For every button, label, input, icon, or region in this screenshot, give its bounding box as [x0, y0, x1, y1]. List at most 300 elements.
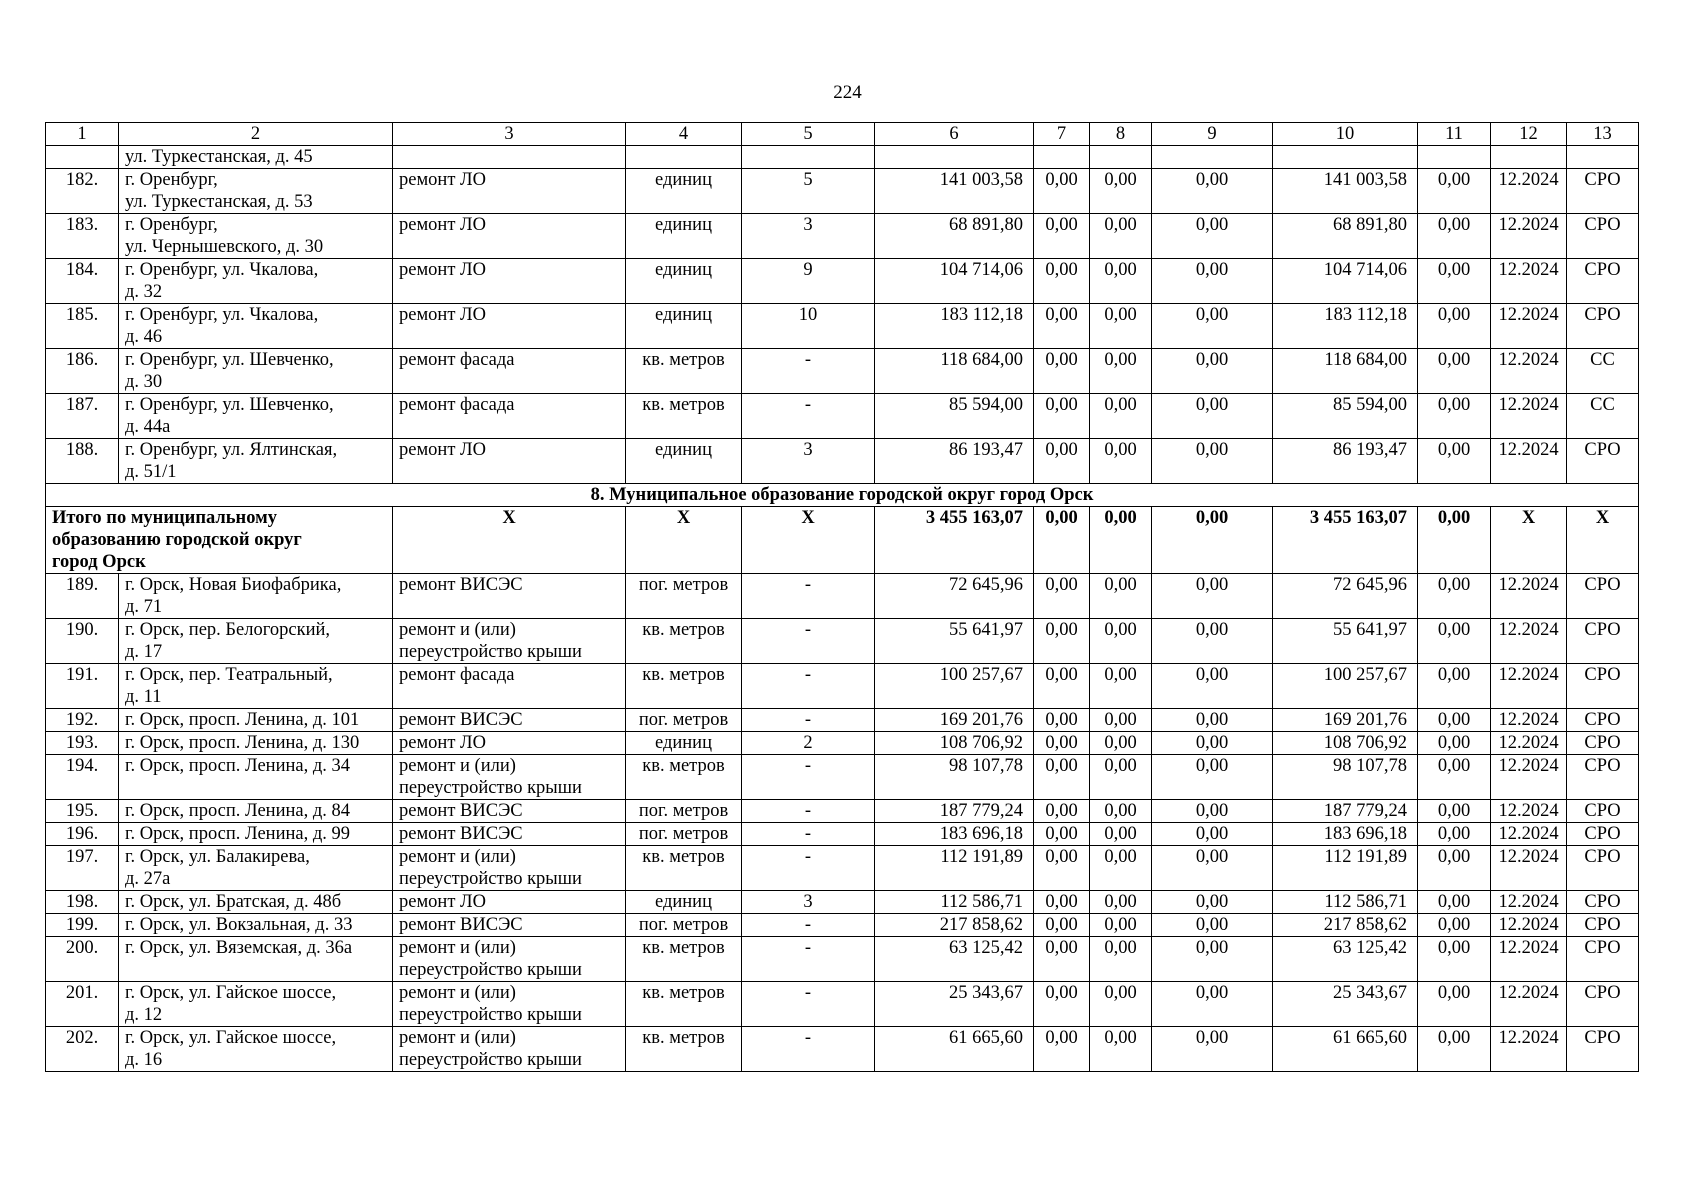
total-cost: 3 455 163,07 — [875, 507, 1034, 574]
col-7: 0,00 — [1034, 755, 1090, 800]
unit: единиц — [626, 891, 742, 914]
col-7: 0,00 — [1034, 619, 1090, 664]
col-7: 0,00 — [1034, 574, 1090, 619]
work-type: ремонт ЛО — [393, 439, 626, 484]
table-row — [46, 823, 1639, 846]
col-7: 0,00 — [1034, 1027, 1090, 1072]
col-11: 0,00 — [1418, 169, 1491, 214]
work-type: ремонт и (или) переустройство крыши — [393, 755, 626, 800]
row-number: 193. — [46, 732, 119, 755]
col-8: 0,00 — [1090, 823, 1152, 846]
col-11: 0,00 — [1418, 800, 1491, 823]
col-11: 0,00 — [1418, 304, 1491, 349]
col-9: 0,00 — [1152, 1027, 1273, 1072]
total-cost: 183 696,18 — [875, 823, 1034, 846]
col-10: 85 594,00 — [1273, 394, 1418, 439]
address: г. Оренбург, ул. Ялтинская, д. 51/1 — [119, 439, 393, 484]
total-cost: 68 891,80 — [875, 214, 1034, 259]
address: г. Орск, пер. Белогорский, д. 17 — [119, 619, 393, 664]
fund-method: СРО — [1567, 304, 1639, 349]
address: г. Орск, ул. Гайское шоссе, д. 16 — [119, 1027, 393, 1072]
col-7: 0,00 — [1034, 982, 1090, 1027]
total-col-7: 0,00 — [1034, 507, 1090, 574]
col-10: 98 107,78 — [1273, 755, 1418, 800]
col-7: 0,00 — [1034, 394, 1090, 439]
fund-method: СРО — [1567, 439, 1639, 484]
row-number: 184. — [46, 259, 119, 304]
col-11: 0,00 — [1418, 214, 1491, 259]
total-col-9: 0,00 — [1152, 507, 1273, 574]
total-col-12: Х — [1491, 507, 1567, 574]
unit: единиц — [626, 439, 742, 484]
total-cost: 72 645,96 — [875, 574, 1034, 619]
column-header-4: 4 — [626, 123, 742, 146]
unit: кв. метров — [626, 349, 742, 394]
col-8: 0,00 — [1090, 732, 1152, 755]
table-row — [46, 755, 1639, 800]
quantity: 3 — [742, 891, 875, 914]
work-type: ремонт и (или) переустройство крыши — [393, 846, 626, 891]
fund-method: СРО — [1567, 214, 1639, 259]
table-row — [46, 619, 1639, 664]
column-number-header — [46, 123, 1639, 146]
col-8: 0,00 — [1090, 169, 1152, 214]
quantity: 3 — [742, 439, 875, 484]
unit: единиц — [626, 732, 742, 755]
col-10: 183 696,18 — [1273, 823, 1418, 846]
completion-date: 12.2024 — [1491, 846, 1567, 891]
row-number: 188. — [46, 439, 119, 484]
col-10: 183 112,18 — [1273, 304, 1418, 349]
row-number: 202. — [46, 1027, 119, 1072]
col-10: 61 665,60 — [1273, 1027, 1418, 1072]
col-8: 0,00 — [1090, 394, 1152, 439]
col-10: 108 706,92 — [1273, 732, 1418, 755]
column-header-9: 9 — [1152, 123, 1273, 146]
col-11: 0,00 — [1418, 937, 1491, 982]
completion-date: 12.2024 — [1491, 982, 1567, 1027]
col-8: 0,00 — [1090, 755, 1152, 800]
completion-date: 12.2024 — [1491, 214, 1567, 259]
fund-method: СРО — [1567, 891, 1639, 914]
col-10: 104 714,06 — [1273, 259, 1418, 304]
col-8: 0,00 — [1090, 304, 1152, 349]
col-11: 0,00 — [1418, 823, 1491, 846]
work-type: ремонт ЛО — [393, 732, 626, 755]
col-9: 0,00 — [1152, 891, 1273, 914]
address: г. Орск, ул. Вяземская, д. 36а — [119, 937, 393, 982]
table-row — [46, 1027, 1639, 1072]
work-type: ремонт фасада — [393, 394, 626, 439]
column-header-12: 12 — [1491, 123, 1567, 146]
work-type: ремонт фасада — [393, 349, 626, 394]
quantity: - — [742, 709, 875, 732]
table-row — [46, 664, 1639, 709]
col-10: 141 003,58 — [1273, 169, 1418, 214]
col-9: 0,00 — [1152, 574, 1273, 619]
work-type: ремонт и (или) переустройство крыши — [393, 937, 626, 982]
column-header-13: 13 — [1567, 123, 1639, 146]
address: г. Орск, Новая Биофабрика, д. 71 — [119, 574, 393, 619]
col-8: 0,00 — [1090, 259, 1152, 304]
work-type: ремонт и (или) переустройство крыши — [393, 619, 626, 664]
col-10: 112 586,71 — [1273, 891, 1418, 914]
col-11: 0,00 — [1418, 891, 1491, 914]
fund-method: СРО — [1567, 709, 1639, 732]
table-row — [46, 439, 1639, 484]
col-7: 0,00 — [1034, 169, 1090, 214]
total-cost: 25 343,67 — [875, 982, 1034, 1027]
work-type: ремонт фасада — [393, 664, 626, 709]
col-10: 187 779,24 — [1273, 800, 1418, 823]
work-type: ремонт ВИСЭС — [393, 914, 626, 937]
total-cost: 187 779,24 — [875, 800, 1034, 823]
col-7: 0,00 — [1034, 823, 1090, 846]
continuation-row — [46, 146, 1639, 169]
quantity: 9 — [742, 259, 875, 304]
unit: кв. метров — [626, 846, 742, 891]
col-8: 0,00 — [1090, 891, 1152, 914]
continuation-address: ул. Туркестанская, д. 45 — [119, 146, 393, 169]
completion-date: 12.2024 — [1491, 394, 1567, 439]
col-10: 55 641,97 — [1273, 619, 1418, 664]
fund-method: СРО — [1567, 846, 1639, 891]
address: г. Оренбург, ул. Шевченко, д. 44а — [119, 394, 393, 439]
col-8: 0,00 — [1090, 982, 1152, 1027]
col-9: 0,00 — [1152, 709, 1273, 732]
fund-method: СРО — [1567, 664, 1639, 709]
total-row — [46, 507, 1639, 574]
section-row — [46, 484, 1639, 507]
fund-method: СС — [1567, 349, 1639, 394]
column-header-8: 8 — [1090, 123, 1152, 146]
row-number: 195. — [46, 800, 119, 823]
col-7: 0,00 — [1034, 709, 1090, 732]
total-col-10: 3 455 163,07 — [1273, 507, 1418, 574]
total-cost: 61 665,60 — [875, 1027, 1034, 1072]
address: г. Орск, просп. Ленина, д. 84 — [119, 800, 393, 823]
quantity: - — [742, 823, 875, 846]
fund-method: СРО — [1567, 823, 1639, 846]
col-10: 112 191,89 — [1273, 846, 1418, 891]
completion-date: 12.2024 — [1491, 664, 1567, 709]
address: г. Орск, пер. Театральный, д. 11 — [119, 664, 393, 709]
unit: кв. метров — [626, 1027, 742, 1072]
col-7: 0,00 — [1034, 349, 1090, 394]
total-col-8: 0,00 — [1090, 507, 1152, 574]
fund-method: СРО — [1567, 982, 1639, 1027]
col-7: 0,00 — [1034, 846, 1090, 891]
total-cost: 86 193,47 — [875, 439, 1034, 484]
total-cost: 183 112,18 — [875, 304, 1034, 349]
table-row — [46, 259, 1639, 304]
table-row — [46, 349, 1639, 394]
quantity: 3 — [742, 214, 875, 259]
col-11: 0,00 — [1418, 709, 1491, 732]
unit: единиц — [626, 259, 742, 304]
table-row — [46, 800, 1639, 823]
col-9: 0,00 — [1152, 304, 1273, 349]
col-9: 0,00 — [1152, 349, 1273, 394]
address: г. Оренбург, ул. Туркестанская, д. 53 — [119, 169, 393, 214]
unit: кв. метров — [626, 755, 742, 800]
quantity: 10 — [742, 304, 875, 349]
total-cost: 112 586,71 — [875, 891, 1034, 914]
fund-method: СРО — [1567, 755, 1639, 800]
row-number: 187. — [46, 394, 119, 439]
table-row — [46, 891, 1639, 914]
row-number: 182. — [46, 169, 119, 214]
row-number: 201. — [46, 982, 119, 1027]
col-8: 0,00 — [1090, 846, 1152, 891]
work-type: ремонт ЛО — [393, 891, 626, 914]
col-7: 0,00 — [1034, 439, 1090, 484]
table-row — [46, 169, 1639, 214]
table-row — [46, 846, 1639, 891]
unit: единиц — [626, 304, 742, 349]
fund-method: СРО — [1567, 732, 1639, 755]
completion-date: 12.2024 — [1491, 574, 1567, 619]
col-11: 0,00 — [1418, 664, 1491, 709]
completion-date: 12.2024 — [1491, 800, 1567, 823]
col-10: 63 125,42 — [1273, 937, 1418, 982]
col-9: 0,00 — [1152, 664, 1273, 709]
work-type: ремонт ЛО — [393, 214, 626, 259]
quantity: - — [742, 1027, 875, 1072]
fund-method: СРО — [1567, 800, 1639, 823]
col-10: 86 193,47 — [1273, 439, 1418, 484]
col-8: 0,00 — [1090, 937, 1152, 982]
quantity: 5 — [742, 169, 875, 214]
row-number: 194. — [46, 755, 119, 800]
work-type: ремонт ВИСЭС — [393, 823, 626, 846]
table-body — [46, 123, 1639, 1072]
row-number: 191. — [46, 664, 119, 709]
quantity: - — [742, 755, 875, 800]
address: г. Оренбург, ул. Чкалова, д. 46 — [119, 304, 393, 349]
unit: единиц — [626, 214, 742, 259]
col-8: 0,00 — [1090, 574, 1152, 619]
col-11: 0,00 — [1418, 755, 1491, 800]
fund-method: СРО — [1567, 169, 1639, 214]
total-cost: 217 858,62 — [875, 914, 1034, 937]
work-type: ремонт и (или) переустройство крыши — [393, 982, 626, 1027]
completion-date: 12.2024 — [1491, 349, 1567, 394]
row-number: 185. — [46, 304, 119, 349]
address: г. Орск, ул. Братская, д. 48б — [119, 891, 393, 914]
col-11: 0,00 — [1418, 846, 1491, 891]
row-number: 189. — [46, 574, 119, 619]
col-7: 0,00 — [1034, 914, 1090, 937]
address: г. Орск, просп. Ленина, д. 99 — [119, 823, 393, 846]
quantity: - — [742, 619, 875, 664]
col-9: 0,00 — [1152, 755, 1273, 800]
unit: пог. метров — [626, 574, 742, 619]
total-col-3: Х — [393, 507, 626, 574]
table-row — [46, 574, 1639, 619]
row-number: 186. — [46, 349, 119, 394]
table-row — [46, 214, 1639, 259]
completion-date: 12.2024 — [1491, 914, 1567, 937]
col-7: 0,00 — [1034, 800, 1090, 823]
completion-date: 12.2024 — [1491, 439, 1567, 484]
total-cost: 104 714,06 — [875, 259, 1034, 304]
total-cost: 169 201,76 — [875, 709, 1034, 732]
unit: кв. метров — [626, 394, 742, 439]
col-7: 0,00 — [1034, 891, 1090, 914]
col-9: 0,00 — [1152, 846, 1273, 891]
col-9: 0,00 — [1152, 439, 1273, 484]
col-9: 0,00 — [1152, 800, 1273, 823]
total-cost: 112 191,89 — [875, 846, 1034, 891]
completion-date: 12.2024 — [1491, 169, 1567, 214]
address: г. Орск, просп. Ленина, д. 130 — [119, 732, 393, 755]
column-header-3: 3 — [393, 123, 626, 146]
work-type: ремонт ВИСЭС — [393, 574, 626, 619]
column-header-5: 5 — [742, 123, 875, 146]
column-header-1: 1 — [46, 123, 119, 146]
col-10: 72 645,96 — [1273, 574, 1418, 619]
completion-date: 12.2024 — [1491, 259, 1567, 304]
row-number: 190. — [46, 619, 119, 664]
address: г. Орск, ул. Гайское шоссе, д. 12 — [119, 982, 393, 1027]
col-7: 0,00 — [1034, 937, 1090, 982]
column-header-6: 6 — [875, 123, 1034, 146]
row-number: 199. — [46, 914, 119, 937]
col-8: 0,00 — [1090, 914, 1152, 937]
total-col-4: Х — [626, 507, 742, 574]
row-number: 196. — [46, 823, 119, 846]
col-8: 0,00 — [1090, 349, 1152, 394]
column-header-11: 11 — [1418, 123, 1491, 146]
fund-method: СРО — [1567, 259, 1639, 304]
row-number: 198. — [46, 891, 119, 914]
col-9: 0,00 — [1152, 619, 1273, 664]
col-9: 0,00 — [1152, 823, 1273, 846]
col-10: 100 257,67 — [1273, 664, 1418, 709]
col-11: 0,00 — [1418, 1027, 1491, 1072]
completion-date: 12.2024 — [1491, 823, 1567, 846]
column-header-2: 2 — [119, 123, 393, 146]
quantity: - — [742, 937, 875, 982]
table-row — [46, 709, 1639, 732]
unit: кв. метров — [626, 619, 742, 664]
unit: пог. метров — [626, 914, 742, 937]
col-11: 0,00 — [1418, 574, 1491, 619]
quantity: - — [742, 914, 875, 937]
quantity: - — [742, 664, 875, 709]
fund-method: СРО — [1567, 619, 1639, 664]
work-type: ремонт ВИСЭС — [393, 800, 626, 823]
col-8: 0,00 — [1090, 214, 1152, 259]
completion-date: 12.2024 — [1491, 937, 1567, 982]
table-row — [46, 982, 1639, 1027]
fund-method: СРО — [1567, 914, 1639, 937]
quantity: 2 — [742, 732, 875, 755]
unit: пог. метров — [626, 800, 742, 823]
completion-date: 12.2024 — [1491, 755, 1567, 800]
total-col-5: Х — [742, 507, 875, 574]
total-cost: 141 003,58 — [875, 169, 1034, 214]
quantity: - — [742, 394, 875, 439]
total-col-11: 0,00 — [1418, 507, 1491, 574]
col-9: 0,00 — [1152, 732, 1273, 755]
work-type: ремонт и (или) переустройство крыши — [393, 1027, 626, 1072]
quantity: - — [742, 574, 875, 619]
col-11: 0,00 — [1418, 619, 1491, 664]
total-cost: 100 257,67 — [875, 664, 1034, 709]
col-10: 25 343,67 — [1273, 982, 1418, 1027]
col-11: 0,00 — [1418, 732, 1491, 755]
table-row — [46, 937, 1639, 982]
col-7: 0,00 — [1034, 304, 1090, 349]
col-7: 0,00 — [1034, 664, 1090, 709]
completion-date: 12.2024 — [1491, 619, 1567, 664]
total-cost: 108 706,92 — [875, 732, 1034, 755]
col-7: 0,00 — [1034, 214, 1090, 259]
col-11: 0,00 — [1418, 259, 1491, 304]
quantity: - — [742, 982, 875, 1027]
col-11: 0,00 — [1418, 439, 1491, 484]
completion-date: 12.2024 — [1491, 891, 1567, 914]
col-8: 0,00 — [1090, 664, 1152, 709]
col-8: 0,00 — [1090, 619, 1152, 664]
col-8: 0,00 — [1090, 439, 1152, 484]
work-type: ремонт ЛО — [393, 169, 626, 214]
column-header-10: 10 — [1273, 123, 1418, 146]
total-cost: 98 107,78 — [875, 755, 1034, 800]
table-row — [46, 394, 1639, 439]
total-col-13: Х — [1567, 507, 1639, 574]
fund-method: СРО — [1567, 574, 1639, 619]
col-9: 0,00 — [1152, 214, 1273, 259]
table-row — [46, 732, 1639, 755]
unit: кв. метров — [626, 664, 742, 709]
col-9: 0,00 — [1152, 169, 1273, 214]
address: г. Орск, просп. Ленина, д. 101 — [119, 709, 393, 732]
col-11: 0,00 — [1418, 349, 1491, 394]
completion-date: 12.2024 — [1491, 304, 1567, 349]
address: г. Оренбург, ул. Чернышевского, д. 30 — [119, 214, 393, 259]
col-10: 118 684,00 — [1273, 349, 1418, 394]
section-title: 8. Муниципальное образование городской округ город Орск — [46, 484, 1639, 507]
quantity: - — [742, 800, 875, 823]
work-type: ремонт ЛО — [393, 304, 626, 349]
page-number: 224 — [833, 82, 862, 103]
work-type: ремонт ВИСЭС — [393, 709, 626, 732]
table-row — [46, 304, 1639, 349]
total-cost: 55 641,97 — [875, 619, 1034, 664]
col-10: 217 858,62 — [1273, 914, 1418, 937]
col-9: 0,00 — [1152, 259, 1273, 304]
col-7: 0,00 — [1034, 732, 1090, 755]
table-row — [46, 914, 1639, 937]
total-cost: 85 594,00 — [875, 394, 1034, 439]
col-9: 0,00 — [1152, 914, 1273, 937]
address: г. Орск, просп. Ленина, д. 34 — [119, 755, 393, 800]
column-header-7: 7 — [1034, 123, 1090, 146]
col-10: 169 201,76 — [1273, 709, 1418, 732]
total-label: Итого по муниципальному образованию городской округ город Орск — [46, 507, 393, 574]
work-type: ремонт ЛО — [393, 259, 626, 304]
address: г. Орск, ул. Вокзальная, д. 33 — [119, 914, 393, 937]
col-8: 0,00 — [1090, 709, 1152, 732]
col-8: 0,00 — [1090, 800, 1152, 823]
unit: единиц — [626, 169, 742, 214]
quantity: - — [742, 349, 875, 394]
capital-repair-table — [45, 122, 1639, 1072]
completion-date: 12.2024 — [1491, 1027, 1567, 1072]
